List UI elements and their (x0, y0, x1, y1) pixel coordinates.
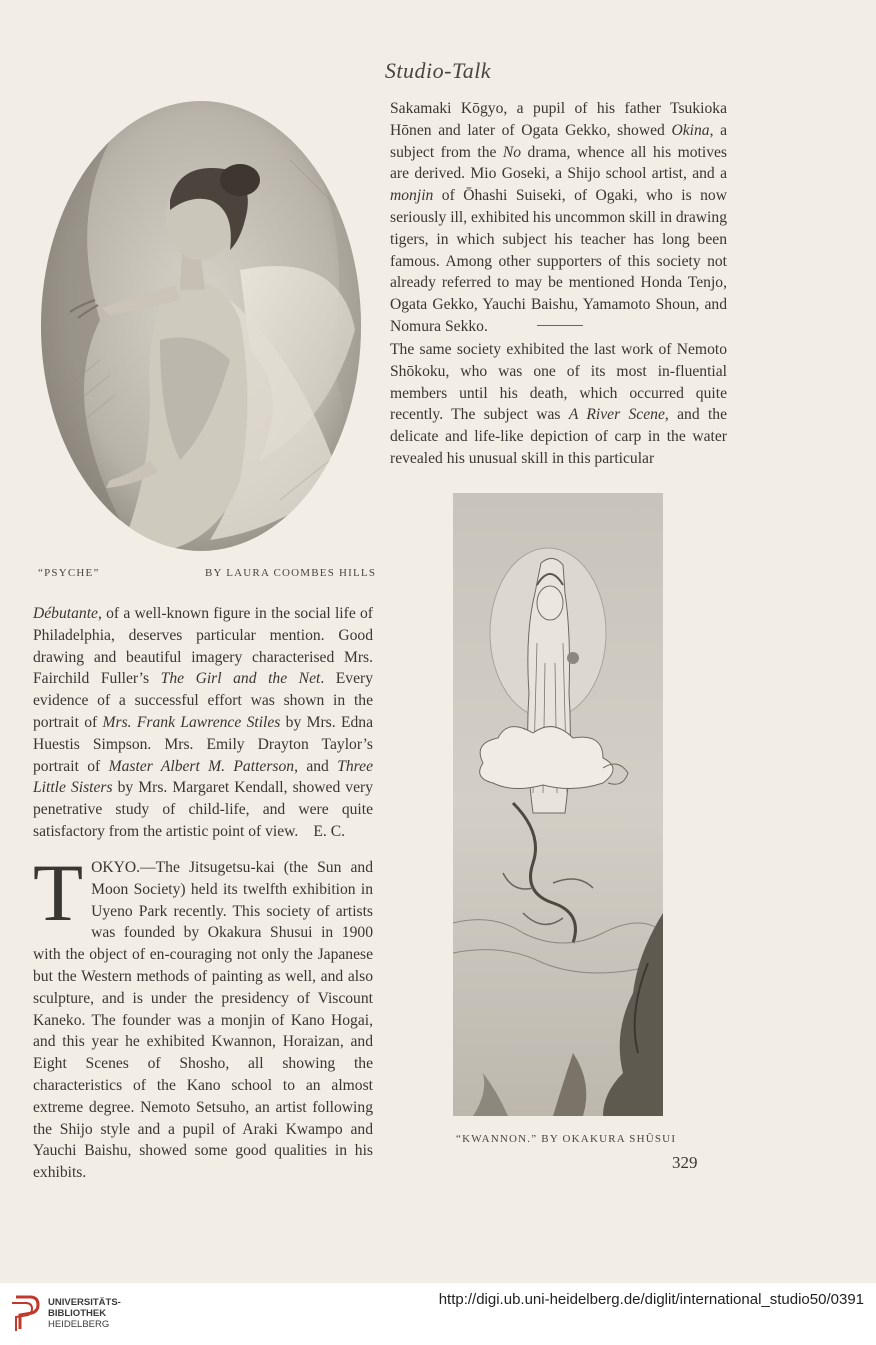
footer-bar (0, 1283, 876, 1345)
kwannon-caption: “KWANNON.” BY OKAKURA SHŪSUI (456, 1133, 677, 1145)
paragraph-sakamaki (390, 98, 727, 338)
italic-run: A River Scene (568, 406, 665, 424)
source-url-link[interactable]: http://digi.ub.uni-heidelberg.de/diglit/international_studio50/0391 (438, 1291, 864, 1308)
text-run: of Ōhashi Suiseki, of Ogaki, who is now seriously ill, exhibited his uncommon skill in drawing tigers, in which subject his teacher has long been famous. Among other supporters of this society not already referred to may be mentioned Honda Tenjo, Ogata Gekko, Yauchi Baishu, Yamamoto Shoun, and Nomura Sekko. (390, 187, 727, 335)
library-logo-icon[interactable] (10, 1293, 42, 1333)
library-name (48, 1297, 121, 1330)
italic-run: The Girl and the Net (160, 670, 321, 688)
psyche-caption-title: “PSYCHE” (38, 567, 100, 579)
text-run: Sakamaki Kōgyo, a pupil of his father Tsukioka Hōnen and later of Ogata Gekko, showed (390, 100, 727, 139)
paragraph-tokyo (33, 847, 374, 1182)
text-run: , all showing the characteristics of the Kano school to an almost extreme degree. Nemoto Setsuho, an artist following the Shijo style and a pupil of Araki Kwampo and Yauchi Baishu, showed some good qualities in his exhibits. (33, 1055, 373, 1182)
psyche-illustration (40, 100, 362, 552)
italic-run: Kwannon (211, 1033, 273, 1051)
text-run: of Kano Hogai, and this year he exhibited (33, 1011, 373, 1051)
text-run: , a subject from the (390, 121, 727, 161)
section-divider (537, 325, 583, 326)
left-bottom-paragraph (33, 603, 373, 843)
tokyo-paragraph (33, 847, 374, 1184)
signature: E. C. (313, 822, 345, 840)
right-top-paragraph (390, 98, 727, 338)
text-run: The same society exhibited the last work of Nemoto Shōkoku, who was one of its most in-fluential members until his death, which occurred quite recently. The subject was (390, 341, 727, 424)
italic-run: Master Albert M. Patterson (108, 757, 295, 775)
library-line-2: BIBLIOTHEK (48, 1308, 107, 1319)
drop-cap: T (33, 847, 84, 938)
italic-run: monjin (390, 187, 434, 205)
italic-run: No (502, 143, 522, 161)
kwannon-illustration (453, 493, 663, 1116)
text-run: , (272, 1033, 283, 1051)
page-number: 329 (672, 1153, 698, 1172)
italic-run: Okina (671, 121, 710, 139)
italic-run: monjin (220, 1011, 266, 1029)
italic-run: Mrs. Frank Lawrence Stiles (102, 713, 281, 731)
library-line-1: UNIVERSITÄTS- (48, 1297, 121, 1308)
text-run: , and (294, 757, 338, 775)
psyche-caption-artist: BY LAURA COOMBES HILLS (205, 567, 377, 579)
text-run: by Mrs. Margaret Kendall, showed very penetrative study of child-life, and were quite satisfactory from the artistic point of view. (33, 779, 373, 840)
text-run: drama, whence all his motives are derived. Mio Goseki, a Shijo school artist, and a (390, 143, 727, 183)
text-run: , of a well-known figure in the social life of Philadelphia, deserves particular mention. Good drawing and beautiful imagery characterised Mrs. Fairchild Fuller’s (33, 605, 373, 688)
running-head: Studio-Talk (384, 58, 492, 83)
italic-run: Three Little Sisters (33, 757, 373, 797)
italic-run: Débutante (33, 605, 98, 622)
paragraph-nemoto (390, 339, 727, 470)
text-run: , and the delicate and life-like depiction of carp in the water revealed his unusual skill in this particular (390, 406, 728, 467)
italic-run: Horaizan (282, 1033, 340, 1051)
text-run: OKYO.—The Jitsugetsu-kai (the Sun and Moon Society) held its twelfth exhibition in Uyeno Park recently. This society of artists was founded by Okakura Shusui in 1900 with the object of en-couraging not only the Japanese but the Western methods of painting as well, and also sculpture, and is under the presidency of Viscount Kaneko. The founder was a (33, 859, 373, 1029)
paragraph-debutante (33, 603, 373, 843)
library-line-3: HEIDELBERG (48, 1319, 110, 1330)
italic-run: Eight Scenes of Shosho (33, 1055, 226, 1073)
text-run: by Mrs. Edna Huestis Simpson. Mrs. Emily Drayton Taylor’s portrait of (33, 713, 373, 775)
text-run: , and (339, 1033, 374, 1051)
text-run: . Every evidence of a successful effort was shown in the portrait of (33, 670, 374, 731)
right-mid-paragraph (390, 339, 727, 470)
